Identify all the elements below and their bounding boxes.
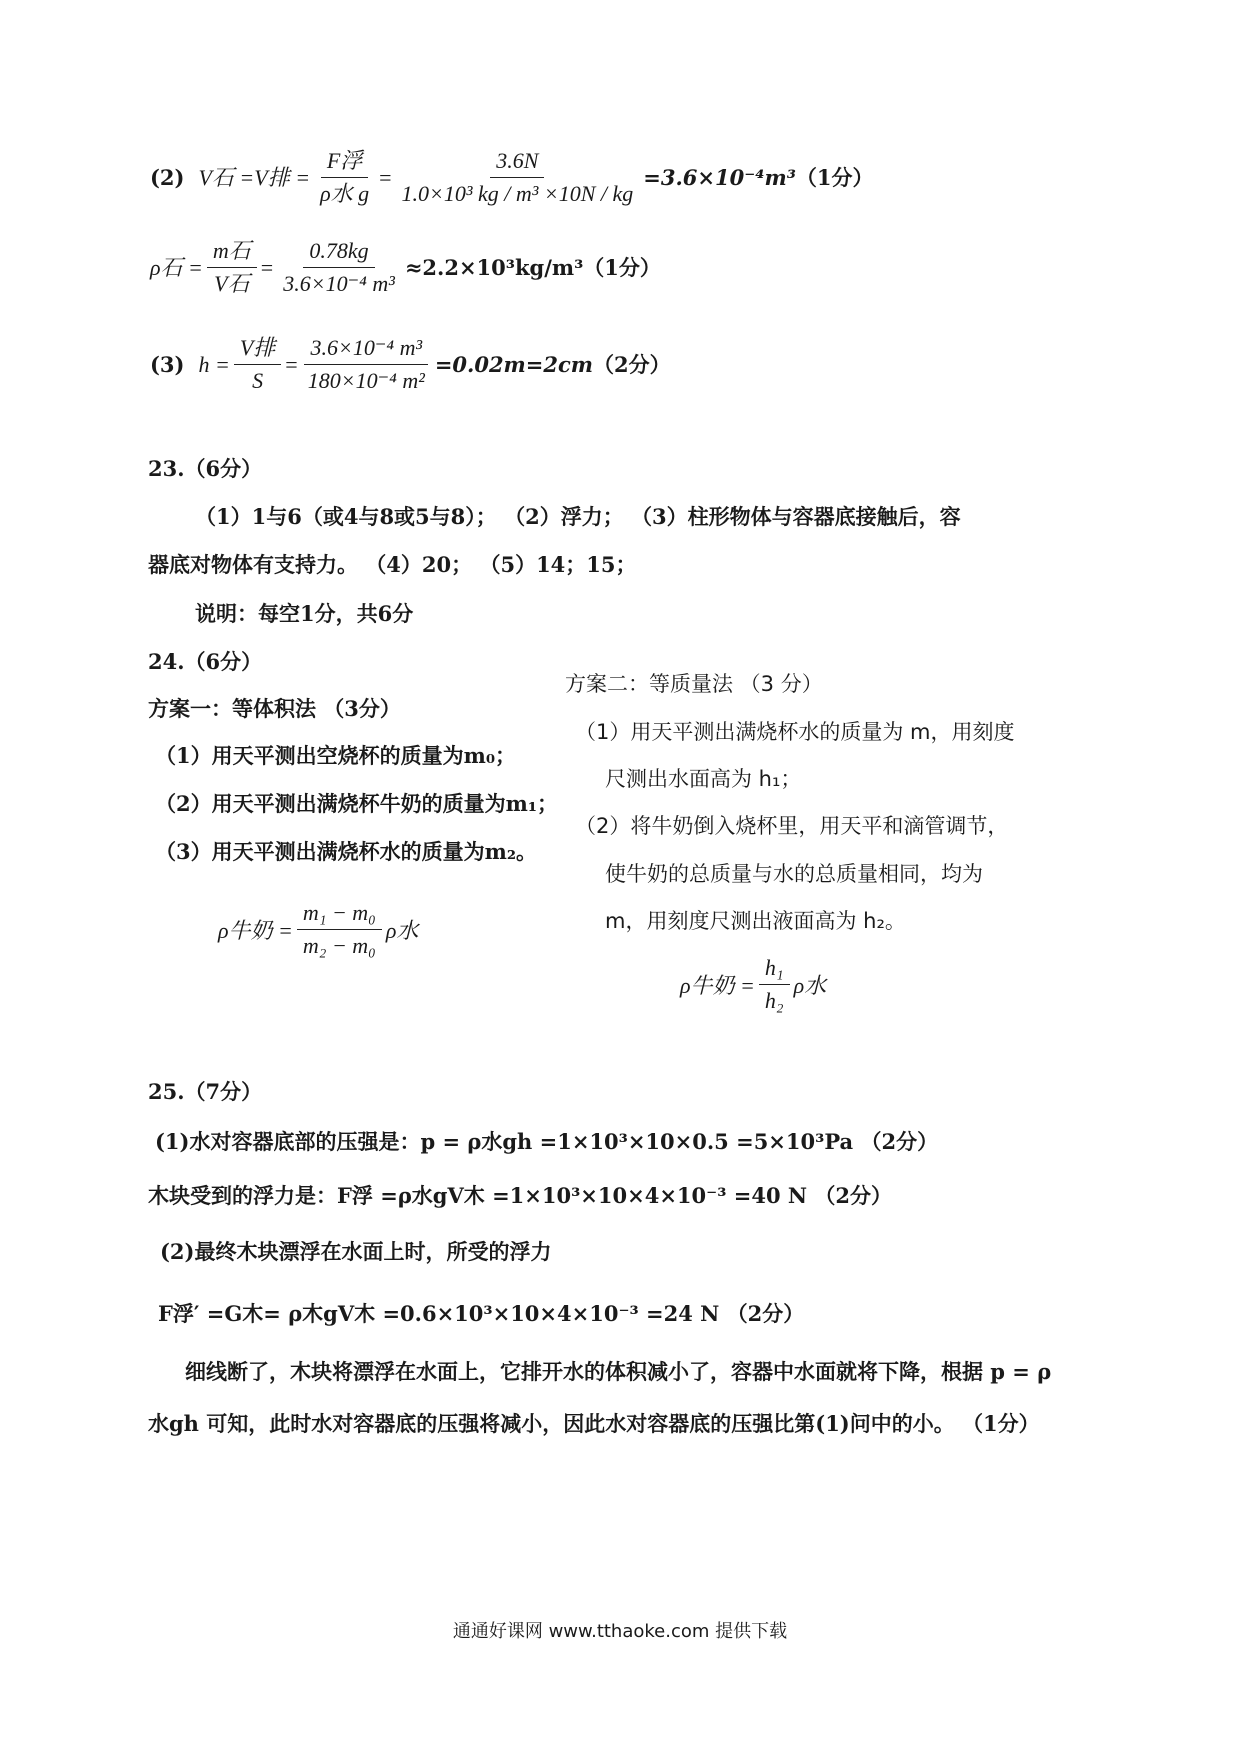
q25-line1: (1)水对容器底部的压强是：p = ρ水gh =1×10³×10×0.5 =5×10³Pa （2分） <box>155 1129 939 1154</box>
q24-planB-frac: $\frac{\text{h₁}}{\text{h₂}}$ <box>759 955 790 1014</box>
q22-v-lhs: V石 =V排 = <box>198 164 311 190</box>
q22-v-frac2: $\frac{3.6N}{\text{1.0×10³ kg / m³ ×10N / kg}}$ <box>401 148 634 206</box>
q25-line6: 水gh 可知，此时水对容器底的压强将减小，因此水对容器底的压强比第(1)问中的小。 （1分） <box>148 1411 1040 1436</box>
q23-line2: 器底对物体有支持力。 （4）20； （5）14；15； <box>148 552 637 577</box>
q25-line4: F浮′ =G木= ρ木gV木 =0.6×10³×10×4×10⁻³ =24 N （2分） <box>158 1301 805 1326</box>
q22-v-frac1: $\frac{\text{F浮}}{\text{ρ水 g}}$ <box>320 148 370 206</box>
q25-line5: 细线断了，木块将漂浮在水面上，它排开水的体积减小了，容器中水面就将下降，根据 p = ρ <box>185 1359 1052 1384</box>
q22-h-lhs: h = <box>198 351 230 377</box>
q24-planB-rhs: ρ水 <box>793 973 827 998</box>
q22-part2-label: (2) <box>150 164 185 190</box>
q24-planA-step2: （2）用天平测出满烧杯牛奶的质量为m₁； <box>155 791 559 816</box>
q25-title: 25.（7分） <box>148 1079 263 1104</box>
q24-planA-frac: $\frac{\text{m₁ − m₀}}{\text{m₂ − m₀}}$ <box>297 900 382 959</box>
q22-h-frac2: $\frac{\text{3.6×10⁻⁴ m³}}{\text{180×10⁻⁴ m²}}$ <box>302 335 431 394</box>
q24-planA-rhs: ρ水 <box>385 918 419 943</box>
q22-rho-lhs: ρ石 = <box>150 254 203 280</box>
q25-line2: 木块受到的浮力是：F浮 =ρ水gV木 =1×10³×10×4×10⁻³ =40 N （2分） <box>148 1183 892 1208</box>
q22-rho-result: ≈2.2×10³kg/m³ <box>404 254 584 280</box>
q23-line1: （1）1与6（或4与8或5与8）； （2）浮力； （3）柱形物体与容器底接触后，容 <box>195 504 961 529</box>
q23-note: 说明：每空1分，共6分 <box>195 601 414 626</box>
q22-part3-label: (3) <box>150 351 185 377</box>
q22-h-result: =0.02m=2cm <box>434 351 593 377</box>
q24-planA-step1: （1）用天平测出空烧杯的质量为m₀； <box>155 743 517 768</box>
q22-rho-score: （1分） <box>583 254 661 280</box>
q24-title: 24.（6分） <box>148 649 263 674</box>
q24-planA-title: 方案一：等体积法 （3分） <box>148 696 401 721</box>
q24-planB-step2b: 使牛奶的总质量与水的总质量相同，均为 <box>605 862 983 886</box>
q24-planB-step1b: 尺测出水面高为 h₁； <box>605 767 802 791</box>
q22-rho-frac1: $\frac{\text{m石}}{\text{V石}}$ <box>207 238 257 297</box>
q22-h-equation: (3) h = $\frac{\text{V排}}{S}$ = $\frac{\text{3.6×10⁻⁴ m³}}{\text{180×10⁻⁴ m²}}$ =0.02m=2cm （2分） <box>150 335 671 393</box>
q24-planA-formula <box>218 900 418 959</box>
q22-rho-frac2: $\frac{0.78kg}{\text{3.6×10⁻⁴ m³}}$ <box>283 238 395 296</box>
q24-planB-step2c: m，用刻度尺测出液面高为 h₂。 <box>605 909 906 933</box>
q24-planB-formula <box>680 955 826 1014</box>
q24-planA-lhs: ρ牛奶 = <box>218 918 293 943</box>
q22-h-score: （2分） <box>593 351 671 377</box>
q24-planB-step1: （1）用天平测出满烧杯水的质量为 m，用刻度 <box>575 720 1015 744</box>
q22-v-equation: (2) V石 =V排 = $\frac{\text{F浮}}{\text{ρ水 g}}$ = $\frac{3.6N}{\text{1.0×10³ kg / m³ ×10N / kg}}$ =3.6×10⁻⁴m³ （1分） <box>150 148 874 206</box>
q24-planB-title: 方案二：等质量法 （3 分） <box>565 672 823 696</box>
q22-v-result: =3.6×10⁻⁴m³ <box>643 164 796 190</box>
q22-v-score: （1分） <box>795 164 874 190</box>
q25-line3: (2)最终木块漂浮在水面上时，所受的浮力 <box>160 1239 552 1264</box>
q22-rho-equation: ρ石 = $\frac{\text{m石}}{\text{V石}}$ = $\frac{0.78kg}{\text{3.6×10⁻⁴ m³}}$ ≈2.2×10³kg/m³ （1分） <box>150 238 661 296</box>
page-footer: 通通好课网 www.tthaoke.com 提供下载 <box>452 1621 788 1642</box>
q24-planB-lhs: ρ牛奶 = <box>680 973 755 998</box>
q22-h-frac1: $\frac{\text{V排}}{S}$ <box>234 335 281 394</box>
q24-planA-step3: （3）用天平测出满烧杯水的质量为m₂。 <box>155 839 538 864</box>
q24-planB-step2: （2）将牛奶倒入烧杯里，用天平和滴管调节， <box>575 814 1009 838</box>
q23-title: 23.（6分） <box>148 456 263 481</box>
